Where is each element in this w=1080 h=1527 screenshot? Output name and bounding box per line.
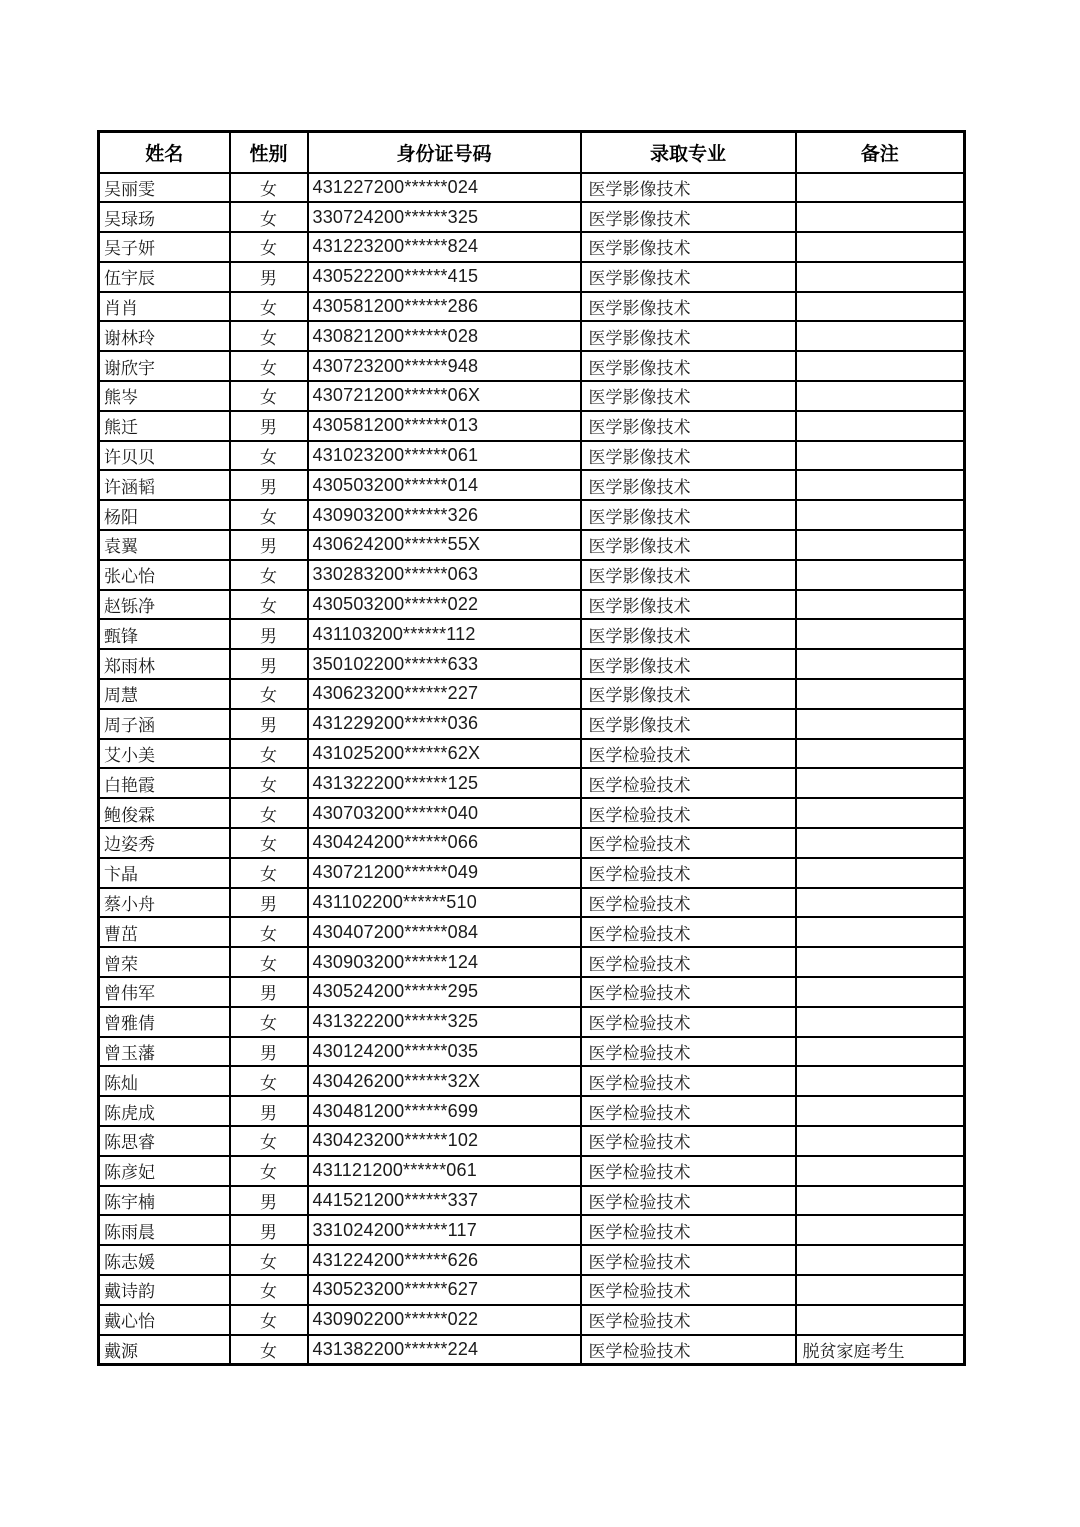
cell-gender: 女 [230, 1066, 308, 1096]
cell-remark [796, 888, 965, 918]
cell-name: 甄锋 [99, 619, 230, 649]
cell-id: 430503200******014 [308, 470, 581, 500]
cell-gender: 女 [230, 1305, 308, 1335]
cell-remark [796, 1037, 965, 1067]
cell-major: 医学影像技术 [581, 679, 796, 709]
cell-remark [796, 262, 965, 292]
cell-remark [796, 1186, 965, 1216]
cell-id: 431322200******125 [308, 768, 581, 798]
cell-major: 医学影像技术 [581, 649, 796, 679]
cell-id: 430481200******699 [308, 1096, 581, 1126]
cell-major: 医学影像技术 [581, 500, 796, 530]
cell-remark [796, 709, 965, 739]
table-row [99, 470, 965, 500]
cell-name: 许涵韬 [99, 470, 230, 500]
cell-name: 边姿秀 [99, 828, 230, 858]
cell-remark [796, 1126, 965, 1156]
cell-gender: 女 [230, 798, 308, 828]
cell-major: 医学检验技术 [581, 888, 796, 918]
cell-id: 430721200******049 [308, 858, 581, 888]
cell-id: 431229200******036 [308, 709, 581, 739]
cell-gender: 男 [230, 888, 308, 918]
table-row [99, 1215, 965, 1245]
cell-name: 曾雅倩 [99, 1007, 230, 1037]
cell-remark [796, 381, 965, 411]
cell-remark [796, 1156, 965, 1186]
cell-remark [796, 1096, 965, 1126]
cell-gender: 女 [230, 1007, 308, 1037]
table-row [99, 1096, 965, 1126]
table-row [99, 1335, 965, 1365]
cell-name: 吴子妍 [99, 232, 230, 262]
cell-gender: 女 [230, 351, 308, 381]
cell-major: 医学影像技术 [581, 441, 796, 471]
table-header [99, 132, 965, 173]
cell-major: 医学影像技术 [581, 590, 796, 620]
cell-gender: 男 [230, 530, 308, 560]
cell-gender: 女 [230, 768, 308, 798]
cell-id: 430426200******32X [308, 1066, 581, 1096]
cell-major: 医学检验技术 [581, 798, 796, 828]
cell-id: 430623200******227 [308, 679, 581, 709]
table-row [99, 858, 965, 888]
cell-remark: 脱贫家庭考生 [796, 1335, 965, 1365]
cell-gender: 女 [230, 858, 308, 888]
table-body [99, 173, 965, 1365]
cell-name: 张心怡 [99, 560, 230, 590]
cell-name: 戴源 [99, 1335, 230, 1365]
table-row [99, 202, 965, 232]
cell-name: 郑雨林 [99, 649, 230, 679]
cell-id: 430723200******948 [308, 351, 581, 381]
cell-id: 430423200******102 [308, 1126, 581, 1156]
cell-id: 431025200******62X [308, 739, 581, 769]
cell-remark [796, 173, 965, 203]
cell-gender: 男 [230, 977, 308, 1007]
cell-gender: 男 [230, 709, 308, 739]
cell-major: 医学影像技术 [581, 232, 796, 262]
table-row [99, 977, 965, 1007]
cell-gender: 男 [230, 411, 308, 441]
cell-id: 430721200******06X [308, 381, 581, 411]
cell-major: 医学影像技术 [581, 560, 796, 590]
cell-id: 430903200******326 [308, 500, 581, 530]
cell-remark [796, 470, 965, 500]
cell-major: 医学检验技术 [581, 1335, 796, 1365]
cell-remark [796, 351, 965, 381]
cell-name: 戴心怡 [99, 1305, 230, 1335]
table-row [99, 619, 965, 649]
cell-remark [796, 292, 965, 322]
cell-major: 医学影像技术 [581, 262, 796, 292]
cell-id: 431103200******112 [308, 619, 581, 649]
cell-id: 430624200******55X [308, 530, 581, 560]
cell-major: 医学检验技术 [581, 1156, 796, 1186]
cell-remark [796, 321, 965, 351]
cell-gender: 女 [230, 500, 308, 530]
table-row [99, 888, 965, 918]
cell-name: 吴丽雯 [99, 173, 230, 203]
cell-id: 430581200******286 [308, 292, 581, 322]
cell-name: 杨阳 [99, 500, 230, 530]
cell-id: 430703200******040 [308, 798, 581, 828]
cell-remark [796, 1215, 965, 1245]
cell-name: 周慧 [99, 679, 230, 709]
table-row [99, 411, 965, 441]
cell-name: 陈雨晨 [99, 1215, 230, 1245]
cell-gender: 女 [230, 828, 308, 858]
table-row [99, 1245, 965, 1275]
cell-gender: 女 [230, 1126, 308, 1156]
cell-name: 陈虎成 [99, 1096, 230, 1126]
cell-gender: 女 [230, 202, 308, 232]
table-row [99, 1156, 965, 1186]
cell-major: 医学影像技术 [581, 530, 796, 560]
cell-name: 赵铄净 [99, 590, 230, 620]
cell-id: 431224200******626 [308, 1245, 581, 1275]
cell-gender: 女 [230, 381, 308, 411]
cell-name: 蔡小舟 [99, 888, 230, 918]
table-row [99, 1305, 965, 1335]
cell-gender: 女 [230, 1156, 308, 1186]
cell-major: 医学影像技术 [581, 321, 796, 351]
cell-gender: 女 [230, 441, 308, 471]
table-row [99, 321, 965, 351]
cell-id: 431322200******325 [308, 1007, 581, 1037]
cell-major: 医学影像技术 [581, 351, 796, 381]
cell-major: 医学检验技术 [581, 947, 796, 977]
table-row [99, 232, 965, 262]
cell-major: 医学检验技术 [581, 977, 796, 1007]
cell-gender: 女 [230, 917, 308, 947]
cell-major: 医学检验技术 [581, 1066, 796, 1096]
cell-name: 许贝贝 [99, 441, 230, 471]
cell-major: 医学影像技术 [581, 202, 796, 232]
table-row [99, 351, 965, 381]
cell-gender: 女 [230, 1275, 308, 1305]
cell-remark [796, 560, 965, 590]
cell-name: 曹茁 [99, 917, 230, 947]
cell-major: 医学检验技术 [581, 1037, 796, 1067]
cell-remark [796, 828, 965, 858]
table-row [99, 739, 965, 769]
cell-remark [796, 947, 965, 977]
cell-name: 陈灿 [99, 1066, 230, 1096]
table-row [99, 1037, 965, 1067]
table-row [99, 1275, 965, 1305]
table-row [99, 649, 965, 679]
cell-name: 卞晶 [99, 858, 230, 888]
cell-name: 熊岑 [99, 381, 230, 411]
cell-name: 戴诗韵 [99, 1275, 230, 1305]
cell-id: 431121200******061 [308, 1156, 581, 1186]
cell-major: 医学影像技术 [581, 173, 796, 203]
cell-name: 谢欣宇 [99, 351, 230, 381]
cell-gender: 男 [230, 470, 308, 500]
cell-id: 430522200******415 [308, 262, 581, 292]
table-row [99, 262, 965, 292]
cell-name: 曾荣 [99, 947, 230, 977]
cell-remark [796, 739, 965, 769]
cell-id: 431382200******224 [308, 1335, 581, 1365]
cell-major: 医学检验技术 [581, 1096, 796, 1126]
cell-gender: 男 [230, 1096, 308, 1126]
table-row [99, 709, 965, 739]
cell-id: 430903200******124 [308, 947, 581, 977]
cell-id: 330724200******325 [308, 202, 581, 232]
cell-name: 吴琭玚 [99, 202, 230, 232]
cell-gender: 男 [230, 262, 308, 292]
cell-id: 430124200******035 [308, 1037, 581, 1067]
cell-id: 431223200******824 [308, 232, 581, 262]
cell-remark [796, 530, 965, 560]
cell-name: 陈宇楠 [99, 1186, 230, 1216]
table-row [99, 1186, 965, 1216]
table-row [99, 560, 965, 590]
table-row [99, 500, 965, 530]
cell-remark [796, 977, 965, 1007]
table-row [99, 917, 965, 947]
cell-remark [796, 1245, 965, 1275]
table-row [99, 590, 965, 620]
cell-id: 330283200******063 [308, 560, 581, 590]
cell-id: 430821200******028 [308, 321, 581, 351]
cell-id: 350102200******633 [308, 649, 581, 679]
admission-roster-table [97, 130, 966, 1366]
cell-name: 周子涵 [99, 709, 230, 739]
col-header-remark: 备注 [796, 132, 965, 173]
cell-name: 陈彦妃 [99, 1156, 230, 1186]
col-header-id-number: 身份证号码 [308, 132, 581, 173]
cell-id: 430902200******022 [308, 1305, 581, 1335]
cell-major: 医学检验技术 [581, 828, 796, 858]
cell-major: 医学检验技术 [581, 1126, 796, 1156]
table-row [99, 381, 965, 411]
cell-major: 医学检验技术 [581, 917, 796, 947]
cell-remark [796, 441, 965, 471]
cell-remark [796, 411, 965, 441]
header-row [99, 132, 965, 173]
cell-id: 430407200******084 [308, 917, 581, 947]
cell-remark [796, 500, 965, 530]
table-row [99, 947, 965, 977]
table-row [99, 679, 965, 709]
cell-remark [796, 679, 965, 709]
cell-id: 430581200******013 [308, 411, 581, 441]
cell-gender: 女 [230, 1335, 308, 1365]
cell-major: 医学检验技术 [581, 1245, 796, 1275]
cell-remark [796, 858, 965, 888]
cell-id: 430503200******022 [308, 590, 581, 620]
cell-name: 鲍俊霖 [99, 798, 230, 828]
cell-major: 医学影像技术 [581, 411, 796, 441]
cell-id: 430524200******295 [308, 977, 581, 1007]
cell-gender: 男 [230, 649, 308, 679]
cell-id: 431023200******061 [308, 441, 581, 471]
cell-name: 肖肖 [99, 292, 230, 322]
cell-name: 袁翼 [99, 530, 230, 560]
cell-major: 医学影像技术 [581, 470, 796, 500]
table-row [99, 798, 965, 828]
cell-remark [796, 798, 965, 828]
cell-remark [796, 619, 965, 649]
col-header-gender: 性别 [230, 132, 308, 173]
cell-major: 医学检验技术 [581, 1215, 796, 1245]
col-header-admitted-major: 录取专业 [581, 132, 796, 173]
table-row [99, 441, 965, 471]
cell-gender: 男 [230, 1037, 308, 1067]
cell-gender: 女 [230, 560, 308, 590]
cell-major: 医学检验技术 [581, 739, 796, 769]
table-row [99, 828, 965, 858]
cell-id: 331024200******117 [308, 1215, 581, 1245]
cell-gender: 女 [230, 232, 308, 262]
cell-id: 430523200******627 [308, 1275, 581, 1305]
cell-remark [796, 1275, 965, 1305]
cell-name: 熊迁 [99, 411, 230, 441]
cell-gender: 女 [230, 321, 308, 351]
cell-remark [796, 917, 965, 947]
cell-major: 医学影像技术 [581, 381, 796, 411]
cell-gender: 女 [230, 679, 308, 709]
cell-gender: 男 [230, 619, 308, 649]
cell-remark [796, 590, 965, 620]
table-row [99, 292, 965, 322]
cell-major: 医学影像技术 [581, 709, 796, 739]
table-row [99, 173, 965, 203]
cell-remark [796, 1007, 965, 1037]
cell-gender: 女 [230, 947, 308, 977]
cell-remark [796, 1305, 965, 1335]
cell-major: 医学影像技术 [581, 619, 796, 649]
cell-name: 曾伟军 [99, 977, 230, 1007]
cell-remark [796, 649, 965, 679]
table-row [99, 768, 965, 798]
cell-id: 441521200******337 [308, 1186, 581, 1216]
cell-gender: 女 [230, 292, 308, 322]
cell-gender: 女 [230, 739, 308, 769]
cell-remark [796, 768, 965, 798]
cell-gender: 女 [230, 173, 308, 203]
cell-id: 430424200******066 [308, 828, 581, 858]
cell-id: 431227200******024 [308, 173, 581, 203]
cell-major: 医学检验技术 [581, 1186, 796, 1216]
cell-gender: 男 [230, 1215, 308, 1245]
col-header-name: 姓名 [99, 132, 230, 173]
cell-name: 陈思睿 [99, 1126, 230, 1156]
table-row [99, 1126, 965, 1156]
table-row [99, 530, 965, 560]
cell-major: 医学检验技术 [581, 858, 796, 888]
cell-name: 伍宇辰 [99, 262, 230, 292]
cell-name: 谢林玲 [99, 321, 230, 351]
cell-gender: 女 [230, 590, 308, 620]
cell-id: 431102200******510 [308, 888, 581, 918]
cell-remark [796, 202, 965, 232]
table-row [99, 1007, 965, 1037]
cell-name: 曾玉藩 [99, 1037, 230, 1067]
cell-name: 艾小美 [99, 739, 230, 769]
cell-major: 医学检验技术 [581, 1007, 796, 1037]
cell-gender: 女 [230, 1245, 308, 1275]
cell-gender: 男 [230, 1186, 308, 1216]
cell-name: 陈志媛 [99, 1245, 230, 1275]
cell-major: 医学影像技术 [581, 292, 796, 322]
cell-major: 医学检验技术 [581, 768, 796, 798]
cell-name: 白艳霞 [99, 768, 230, 798]
table-row [99, 1066, 965, 1096]
cell-remark [796, 232, 965, 262]
cell-major: 医学检验技术 [581, 1275, 796, 1305]
cell-major: 医学检验技术 [581, 1305, 796, 1335]
cell-remark [796, 1066, 965, 1096]
